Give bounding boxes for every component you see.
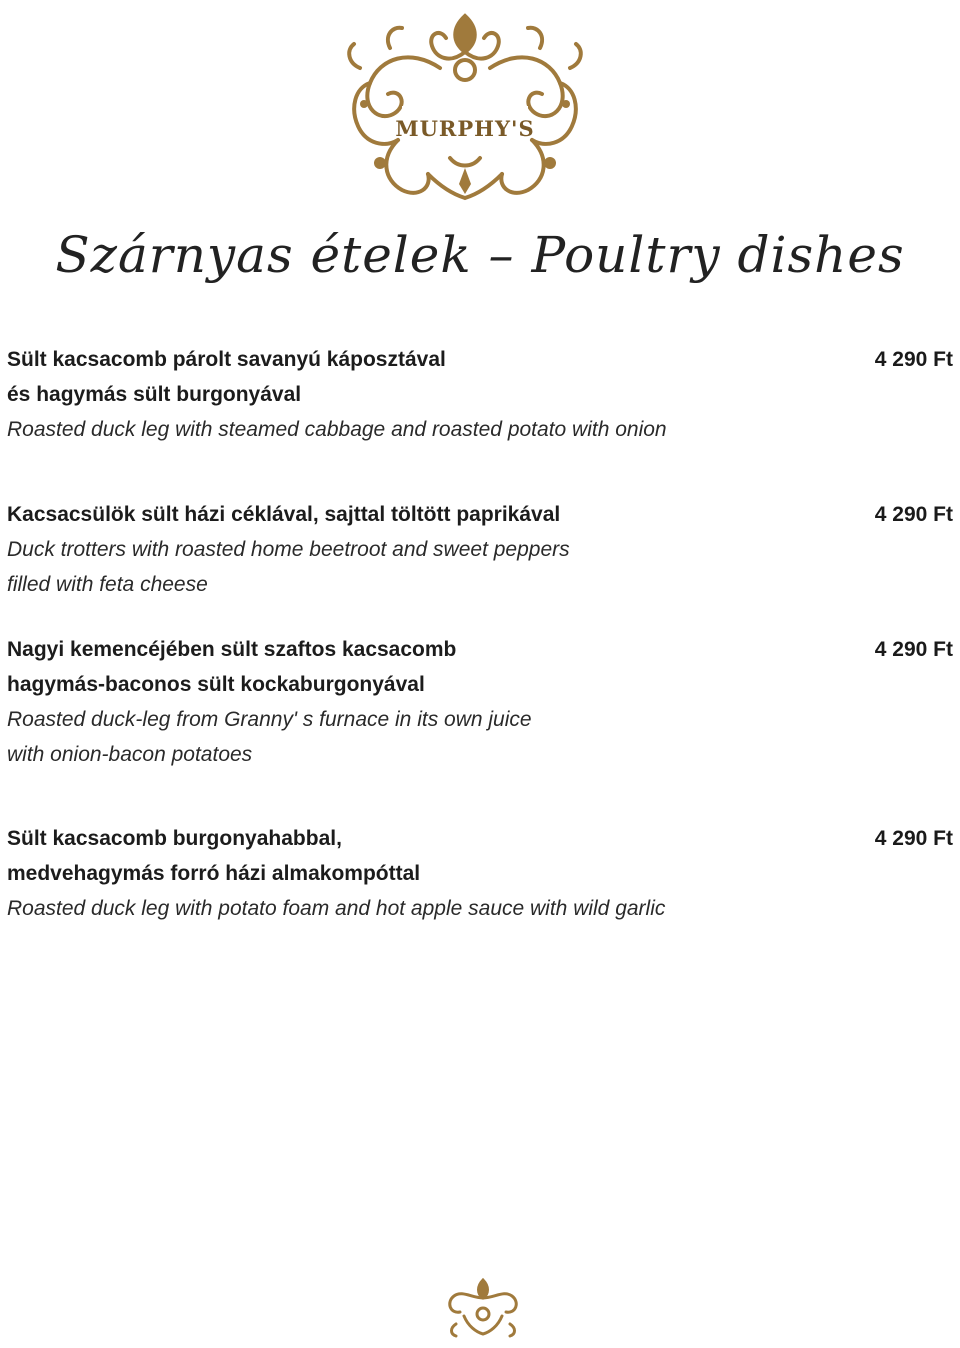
dish-name-en: Roasted duck-leg from Granny' s furnace in its own juice: [7, 708, 532, 731]
dish-name-hu: hagymás-baconos sült kockaburgonyával: [7, 673, 425, 696]
brand-name: MURPHY'S: [395, 116, 535, 141]
dish-name-hu: medvehagymás forró házi almakompóttal: [7, 862, 421, 885]
dish-name-en: Duck trotters with roasted home beetroot and sweet peppers: [7, 538, 570, 561]
dish-price: 4 290 Ft: [874, 638, 953, 661]
dish-price: 4 290 Ft: [874, 348, 953, 371]
dish-price: 4 290 Ft: [874, 503, 953, 526]
dish-name-en: Roasted duck leg with steamed cabbage and roasted potato with onion: [7, 418, 667, 441]
dish-name-hu: és hagymás sült burgonyával: [7, 383, 302, 406]
murphys-logo: [340, 8, 590, 204]
ornament-icon: [444, 1276, 522, 1340]
menu-item: [7, 497, 953, 602]
menu-item: [7, 342, 953, 447]
dish-name-hu: Nagyi kemencéjében sült szaftos kacsacomb: [7, 638, 457, 661]
dish-price: 4 290 Ft: [874, 827, 953, 850]
dish-name-en: Roasted duck leg with potato foam and hot apple sauce with wild garlic: [7, 897, 666, 920]
menu-item: [7, 821, 953, 926]
page-title: Szárnyas ételek – Poultry dishes: [55, 226, 905, 284]
dish-name-en: filled with feta cheese: [7, 573, 208, 596]
dish-name-hu: Kacsacsülök sült házi céklával, sajttal töltött paprikával: [7, 503, 561, 526]
dish-name-en: with onion-bacon potatoes: [7, 743, 253, 766]
menu-item: [7, 632, 953, 772]
dish-name-hu: Sült kacsacomb burgonyahabbal,: [7, 827, 342, 850]
ornamental-crest-icon: [340, 8, 590, 204]
dish-name-hu: Sült kacsacomb párolt savanyú káposztával: [7, 348, 446, 371]
